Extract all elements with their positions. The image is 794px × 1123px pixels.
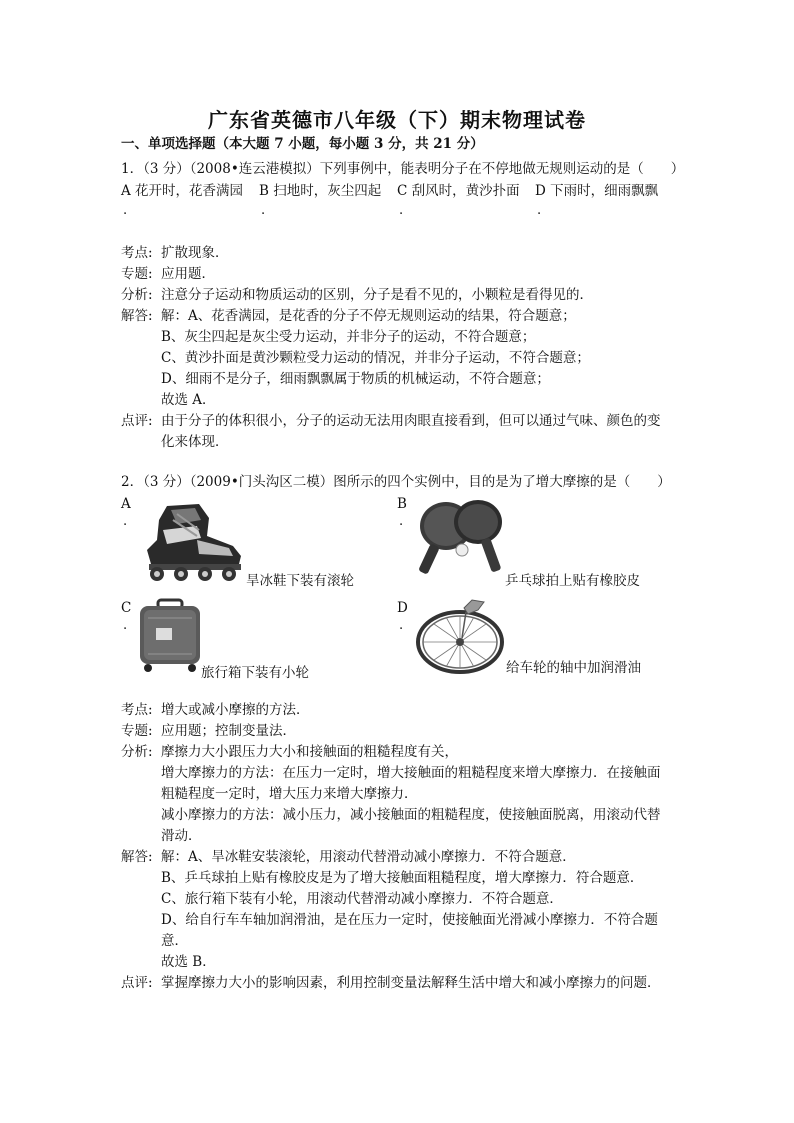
q1-jieda-line: C、黄沙扑面是黄沙颗粒受力运动的情况，并非分子运动，不符合题意； [161,350,590,366]
zhuanti-label: 专题: [121,723,153,739]
roller-skate-icon [137,500,247,582]
fenxi-line: 摩擦力大小跟压力大小和接触面的粗糙程度有关， [161,744,458,760]
suitcase-icon [136,598,206,674]
option-dot: . [399,618,404,633]
q2-zhuanti [121,721,296,741]
option-dot: . [123,618,128,633]
q2-kaodian [121,700,310,720]
q1-fenxi [121,285,593,305]
q2-jieda-line: 故选 B． [161,954,216,970]
q2-jieda-line: D、给自行车车轴加润滑油，是在压力一定时，使接触面光滑减小摩擦力．不符合题 [161,912,658,928]
page-title: 广东省英德市八年级（下）期末物理试卷 [208,108,586,132]
q2-jieda-line: B、乒乓球拍上贴有橡胶皮是为了增大接触面粗糙程度，增大摩擦力．符合题意． [161,870,644,886]
zhuanti-text: 应用题． [161,266,215,282]
q1-stem: 1．（3 分）（2008•连云港模拟）下列事例中，能表明分子在不停地做无规则运动的是（ ） [121,161,685,177]
caption-d: 给车轮的轴中加润滑油 [506,660,641,676]
q1-option-b: B 扫地时，灰尘四起 [259,183,382,199]
q1-option-a: A 花开时，花香满园 [121,183,244,199]
dianping-label: 点评: [121,413,153,429]
caption-a: 旱冰鞋下装有滚轮 [246,573,354,589]
q2-jieda-line: 意． [161,933,188,949]
q2-option-c: C [121,600,132,616]
q1-zhuanti [121,264,215,284]
q2-fenxi-line: 减小摩擦力的方法：减小压力，减小接触面的粗糙程度，使接触面脱离，用滚动代替 [161,807,661,823]
option-dot: . [123,514,128,529]
ping-pong-paddle-icon [410,498,508,580]
jieda-label: 解答: [121,849,153,865]
jieda-line: 解：A、旱冰鞋安装滚轮，用滚动代替滑动减小摩擦力．不符合题意． [161,849,576,865]
q1-dianping [121,411,661,431]
zhuanti-text: 应用题；控制变量法． [161,723,296,739]
fenxi-label: 分析: [121,287,153,303]
section-heading: 一、单项选择题（本大题 7 小题，每小题 3 分，共 21 分） [121,136,484,152]
caption-b: 乒乓球拍上贴有橡胶皮 [505,573,640,589]
q1-kaodian [121,243,229,263]
option-dot: . [537,203,542,218]
q1-option-d: D 下雨时，细雨飘飘 [535,183,659,199]
q2-stem: 2．（3 分）（2009•门头沟区二模）图所示的四个实例中，目的是为了增大摩擦的是（ ） [121,474,671,490]
caption-c: 旅行箱下装有小轮 [201,665,309,681]
dianping-line: 由于分子的体积很小，分子的运动无法用肉眼直接看到，但可以通过气味、颜色的变 [161,413,661,429]
q2-option-b: B [397,496,407,512]
kaodian-text: 扩散现象． [161,245,229,261]
q1-jieda-line: 故选 A． [161,392,216,408]
zhuanti-label: 专题: [121,266,153,282]
q2-jieda [121,847,576,867]
option-dot: . [399,203,404,218]
q1-jieda [121,306,576,326]
fenxi-text: 注意分子运动和物质运动的区别，分子是看不见的，小颗粒是看得见的． [161,287,593,303]
q2-jieda-line: C、旅行箱下装有小轮，用滚动代替滑动减小摩擦力．不符合题意． [161,891,563,907]
q2-option-d: D [397,600,408,616]
fenxi-label: 分析: [121,744,153,760]
q2-fenxi-line: 粗糙程度一定时，增大压力来增大摩擦力． [161,786,418,802]
kaodian-text: 增大或减小摩擦的方法． [161,702,310,718]
option-dot: . [123,203,128,218]
q2-fenxi [121,742,458,762]
option-dot: . [261,203,266,218]
jieda-label: 解答: [121,308,153,324]
kaodian-label: 考点: [121,702,153,718]
option-dot: . [399,514,404,529]
bicycle-wheel-icon [412,598,508,676]
q1-jieda-line: D、细雨不是分子，细雨飘飘属于物质的机械运动，不符合题意； [161,371,550,387]
q2-dianping [121,973,661,993]
q2-fenxi-line: 滑动． [161,828,202,844]
dianping-label: 点评: [121,975,153,991]
q1-option-c: C 刮风时，黄沙扑面 [397,183,520,199]
q1-dianping-line: 化来体现． [161,434,229,450]
dianping-text: 掌握摩擦力大小的影响因素，利用控制变量法解释生活中增大和减小摩擦力的问题． [161,975,661,991]
q2-fenxi-line: 增大摩擦力的方法：在压力一定时，增大接触面的粗糙程度来增大摩擦力．在接触面 [161,765,661,781]
kaodian-label: 考点: [121,245,153,261]
jieda-line: 解：A、花香满园，是花香的分子不停无规则运动的结果，符合题意； [161,308,576,324]
q2-option-a: A [121,496,131,512]
q1-jieda-line: B、灰尘四起是灰尘受力运动，并非分子的运动，不符合题意； [161,329,536,345]
